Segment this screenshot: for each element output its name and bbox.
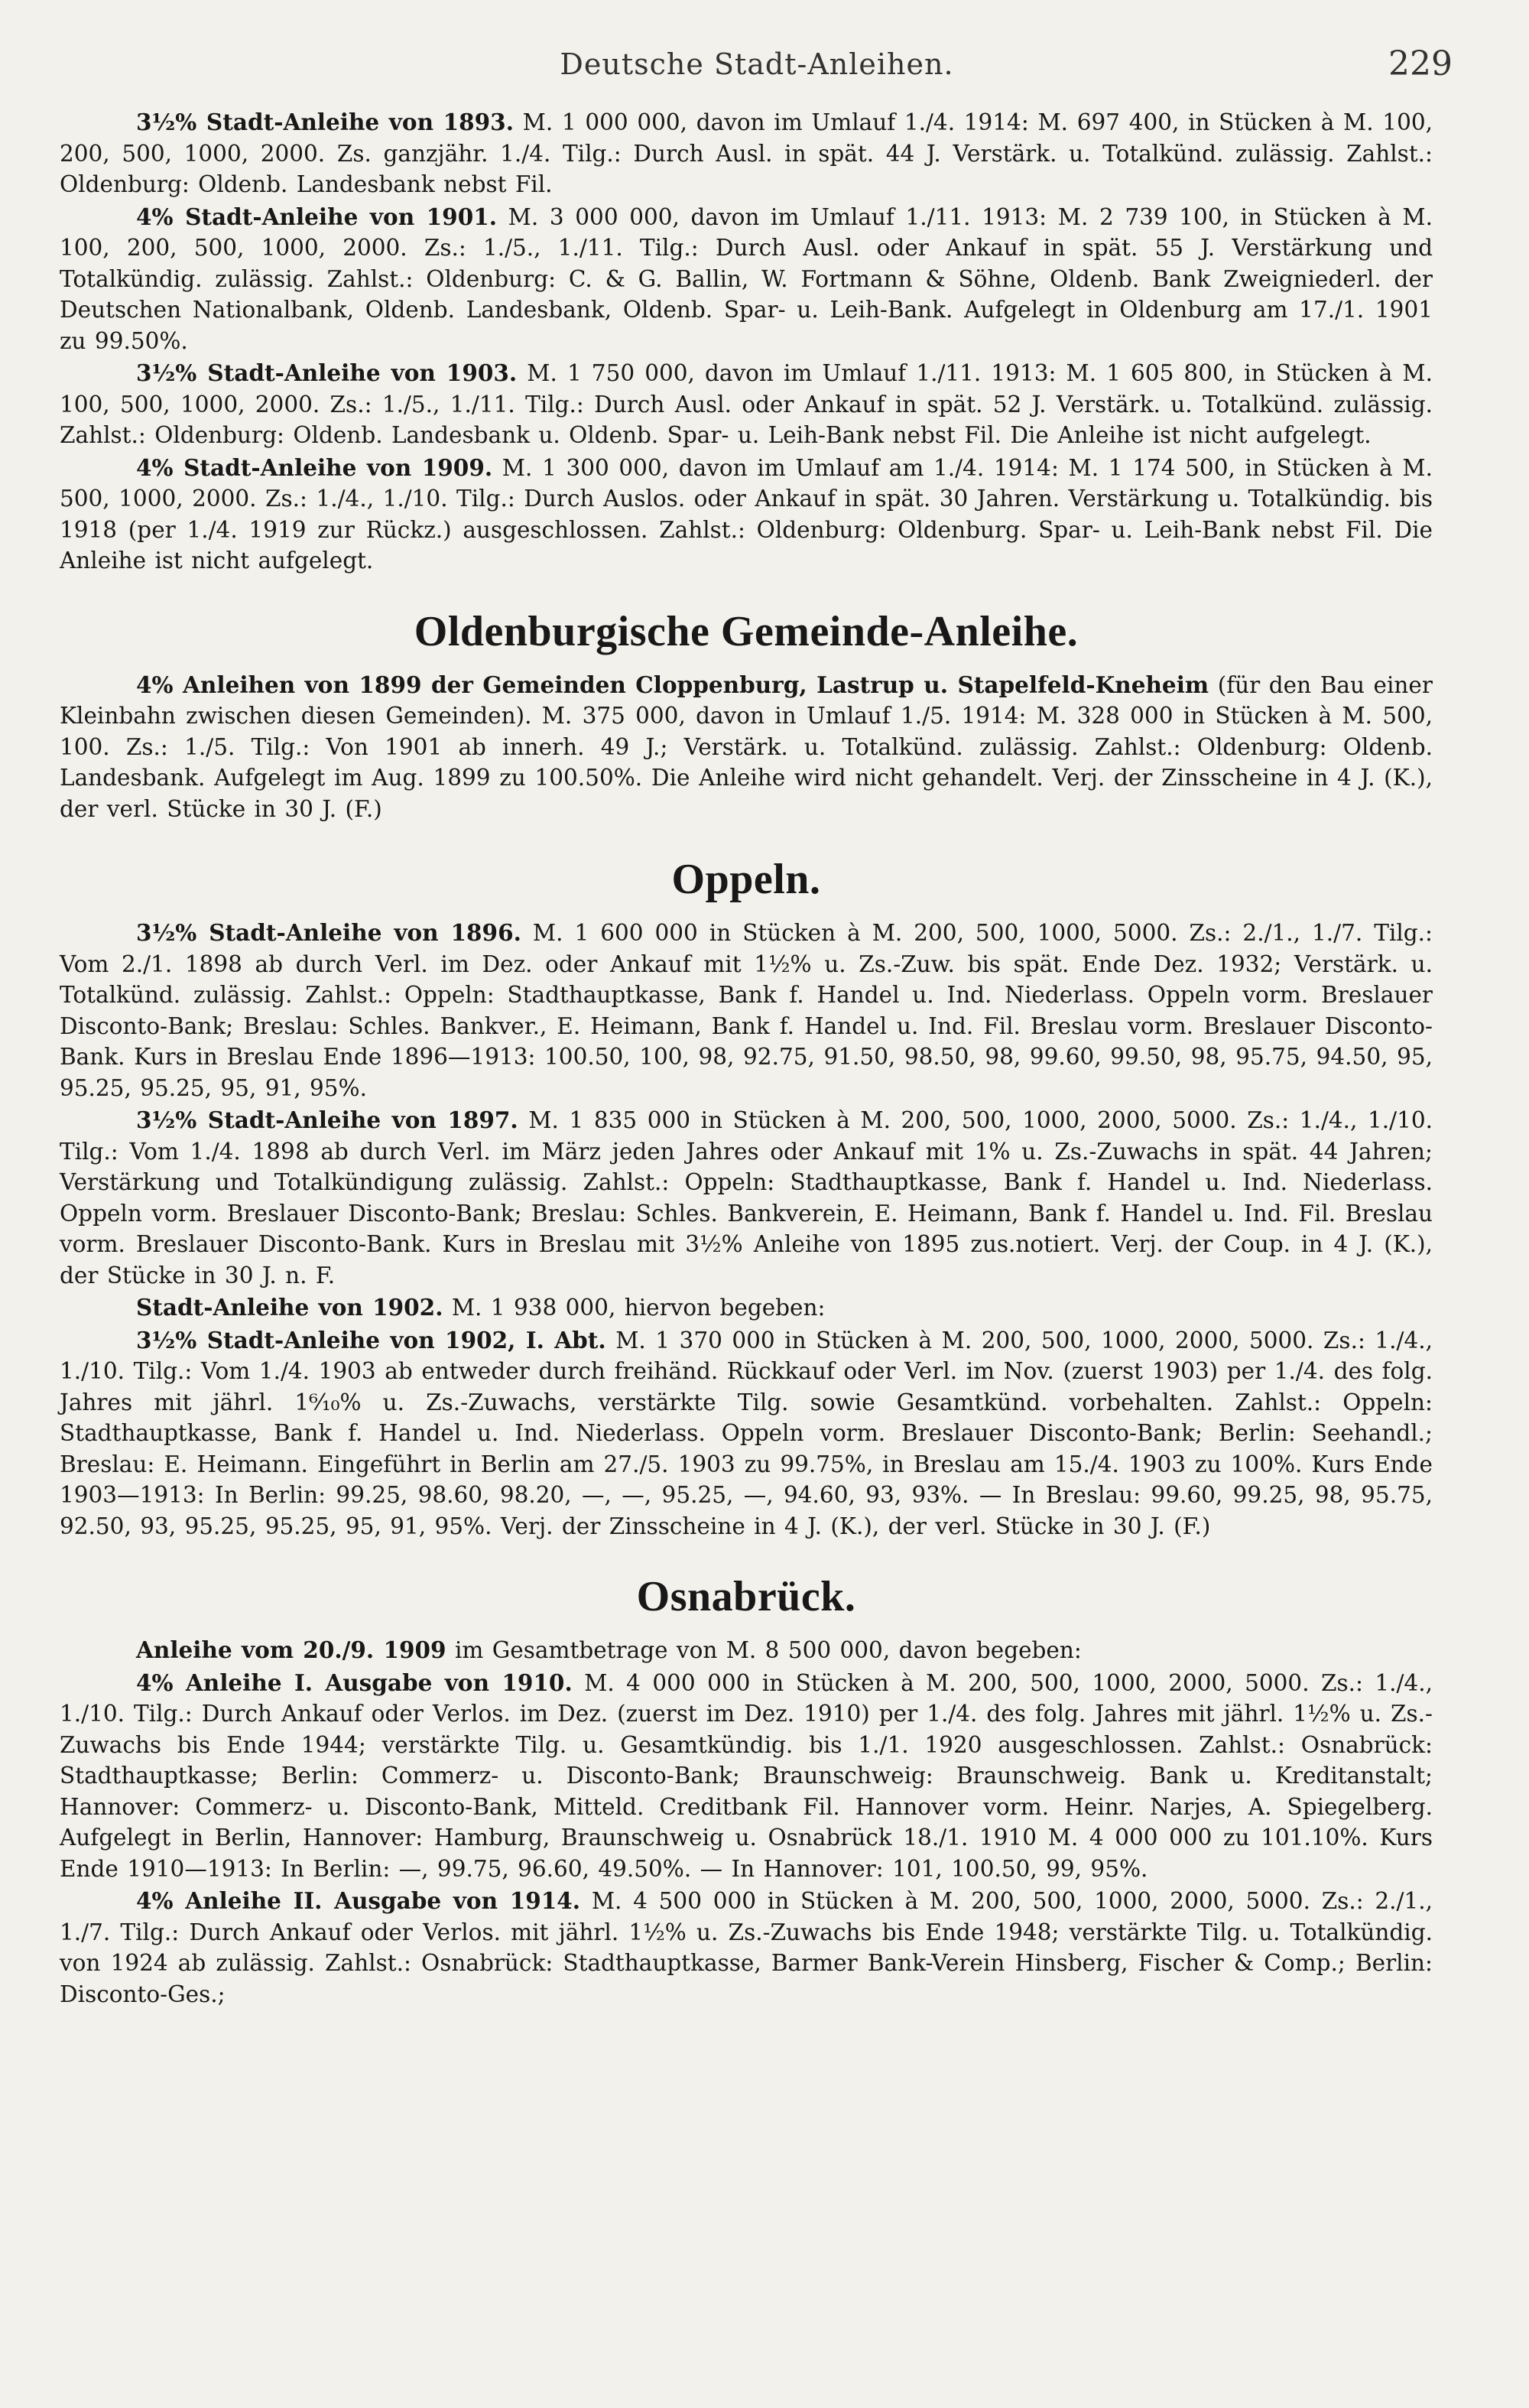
running-title: Deutsche Stadt-Anleihen. (560, 47, 954, 81)
section-title: Osnabrück. (636, 1573, 856, 1620)
entry-text: im Gesamtbetrage von M. 8 500 000, davon begeben: (446, 1637, 1082, 1663)
entry-lead: 3½% Stadt-Anleihe von 1897. (136, 1107, 518, 1133)
entry-paragraph (60, 1668, 1433, 1885)
entry-text: M. 4 500 000 in Stücken à M. 200, 500, 1000, 2000, 5000. Zs.: 2./1., 1./7. Tilg.: Durch Ankauf oder Verlos. mit jährl. 1½% u. Zs.-Zuwachs bis Ende 1948; verstärkte Tilg. u. Totalkündig. von 1924 ab zulässig. Zahlst.: Osnabrück: Stadthauptkasse, Barmer Bank-Verein Hinsberg, Fischer & Comp.; Berlin: Disconto-Ges.; (60, 1888, 1433, 2007)
page-number: 229 (1388, 44, 1453, 83)
entry-lead: 3½% Stadt-Anleihe von 1893. (136, 109, 514, 135)
entry-text: M. 1 750 000, davon im Umlauf 1./11. 1913: M. 1 605 800, in Stücken à M. 100, 500, 1000, 2000. Zs.: 1./5., 1./11. Tilg.: Durch Ausl. oder Ankauf in spät. 52 J. Verstärk. u. Totalkünd. zulässig. Zahlst.: Oldenburg: Oldenb. Landesbank u. Oldenb. Spar- u. Leih-Bank nebst Fil. Die Anleihe ist nicht aufgelegt. (60, 360, 1433, 448)
entry-lead: 4% Anleihe I. Ausgabe von 1910. (136, 1669, 573, 1696)
entry-paragraph (60, 107, 1433, 200)
page-body (60, 107, 1433, 2011)
entry-paragraph (60, 670, 1433, 825)
running-head (61, 44, 1453, 93)
entry-text: M. 1 835 000 in Stücken à M. 200, 500, 1000, 2000, 5000. Zs.: 1./4., 1./10. Tilg.: Vom 1./4. 1898 ab durch Verl. im März jeden Jahres oder Ankauf mit 1% u. Zs.-Zuwachs in spät. 44 Jahren; Verstärkung und Totalkündigung zulässig. Zahlst.: Oppeln: Stadthauptkasse, Bank f. Handel u. Ind. Niederlass. Oppeln vorm. Breslauer Disconto-Bank; Breslau: Schles. Bankverein, E. Heimann, Bank f. Handel u. Ind. Fil. Breslau vorm. Breslauer Disconto-Bank. Kurs in Breslau mit 3½% Anleihe von 1895 zus.notiert. Verj. der Coup. in 4 J. (K.), der Stücke in 30 J. n. F. (60, 1107, 1433, 1288)
entry-paragraph (60, 1886, 1433, 2010)
entry-text: M. 3 000 000, davon im Umlauf 1./11. 1913: M. 2 739 100, in Stücken à M. 100, 200, 500, 1000, 2000. Zs.: 1./5., 1./11. Tilg.: Durch Ausl. oder Ankauf in spät. 55 J. Verstärkung und Totalkündig. zulässig. Zahlst.: Oldenburg: C. & G. Ballin, W. Fortmann & Söhne, Oldenb. Bank Zweigniederl. der Deutschen Nationalbank, Oldenb. Landesbank, Oldenb. Spar- u. Leih-Bank. Aufgelegt in Oldenburg am 17./1. 1901 zu 99.50%. (60, 203, 1433, 354)
entry-text: M. 1 370 000 in Stücken à M. 200, 500, 1000, 2000, 5000. Zs.: 1./4., 1./10. Tilg.: Vom 1./4. 1903 ab entweder durch freihänd. Rückkauf oder Verl. im Nov. (zuerst 1903) per 1./4. des folg. Jahres mit jährl. 1⁶⁄₁₀% u. Zs.-Zuwachs, verstärkte Tilg. sowie Gesamtkünd. vorbehalten. Zahlst.: Oppeln: Stadthauptkasse, Bank f. Handel u. Ind. Niederlass. Oppeln vorm. Breslauer Disconto-Bank; Berlin: Seehandl.; Breslau: E. Heimann. Eingeführt in Berlin am 27./5. 1903 zu 99.75%, in Breslau am 15./4. 1903 zu 100%. Kurs Ende 1903—1913: In Berlin: 99.25, 98.60, 98.20, —, —, 95.25, —, 94.60, 93, 93%. — In Breslau: 99.60, 99.25, 98, 95.75, 92.50, 93, 95.25, 95.25, 95, 91, 95%. Verj. der Zinsscheine in 4 J. (K.), der verl. Stücke in 30 J. (F.) (60, 1327, 1433, 1539)
entry-lead: 3½% Stadt-Anleihe von 1903. (136, 359, 518, 386)
entry-lead: 4% Stadt-Anleihe von 1901. (136, 203, 498, 230)
entry-paragraph (60, 453, 1433, 577)
entry-lead: 4% Anleihen von 1899 der Gemeinden Cloppenburg, Lastrup u. Stapelfeld-Kneheim (136, 671, 1209, 698)
entry-lead: 4% Anleihe II. Ausgabe von 1914. (136, 1887, 581, 1914)
entry-lead: Anleihe vom 20./9. 1909 (136, 1636, 446, 1663)
entry-text: M. 1 938 000, hiervon begeben: (443, 1295, 826, 1321)
entry-text: M. 1 300 000, davon im Umlauf am 1./4. 1914: M. 1 174 500, in Stücken à M. 500, 1000, 2000. Zs.: 1./4., 1./10. Tilg.: Durch Auslos. oder Ankauf in spät. 30 Jahren. Verstärkung u. Totalkündig. bis 1918 (per 1./4. 1919 zur Rückz.) ausgeschlossen. Zahlst.: Oldenburg: Oldenburg. Spar- u. Leih-Bank nebst Fil. Die Anleihe ist nicht aufgelegt. (60, 454, 1433, 574)
entry-text: (für den Bau einer Kleinbahn zwischen diesen Gemeinden). M. 375 000, davon in Umlauf 1./5. 1914: M. 328 000 in Stücken à M. 500, 100. Zs.: 1./5. Tilg.: Von 1901 ab innerh. 49 J.; Verstärk. u. Totalkünd. zulässig. Zahlst.: Oldenburg: Oldenb. Landesbank. Aufgelegt im Aug. 1899 zu 100.50%. Die Anleihe wird nicht gehandelt. Verj. der Zinsscheine in 4 J. (K.), der verl. Stücke in 30 J. (F.) (60, 671, 1433, 822)
entry-paragraph (60, 202, 1433, 357)
entry-paragraph (60, 918, 1433, 1103)
entry-text: M. 1 600 000 in Stücken à M. 200, 500, 1000, 5000. Zs.: 2./1., 1./7. Tilg.: Vom 2./1. 1898 ab durch Verl. im Dez. oder Ankauf mit 1½% u. Zs.-Zuw. bis spät. Ende Dez. 1932; Verstärk. u. Totalkünd. zulässig. Zahlst.: Oppeln: Stadthauptkasse, Bank f. Handel u. Ind. Niederlass. Oppeln vorm. Breslauer Disconto-Bank; Breslau: Schles. Bankver., E. Heimann, Bank f. Handel u. Ind. Fil. Breslau vorm. Breslauer Disconto-Bank. Kurs in Breslau Ende 1896—1913: 100.50, 100, 98, 92.75, 91.50, 98.50, 98, 99.60, 99.50, 98, 95.75, 94.50, 95, 95.25, 95.25, 95, 91, 95%. (60, 920, 1433, 1101)
entry-paragraph (60, 358, 1433, 451)
section-title: Oppeln. (671, 856, 821, 903)
entry-paragraph (60, 1325, 1433, 1542)
section-title: Oldenburgische Gemeinde-Anleihe. (414, 607, 1079, 655)
entry-paragraph (60, 1292, 1433, 1324)
entry-lead: Stadt-Anleihe von 1902. (136, 1294, 443, 1321)
entry-lead: 3½% Stadt-Anleihe von 1902, I. Abt. (136, 1326, 606, 1353)
entry-text: M. 1 000 000, davon im Umlauf 1./4. 1914: M. 697 400, in Stücken à M. 100, 200, 500, 1000, 2000. Zs. ganzjähr. 1./4. Tilg.: Durch Ausl. in spät. 44 J. Verstärk. u. Totalkünd. zulässig. Zahlst.: Oldenburg: Oldenb. Landesbank nebst Fil. (60, 109, 1433, 197)
entry-text: M. 4 000 000 in Stücken à M. 200, 500, 1000, 2000, 5000. Zs.: 1./4., 1./10. Tilg.: Durch Ankauf oder Verlos. im Dez. (zuerst im Dez. 1910) per 1./4. des folg. Jahres mit jährl. 1½% u. Zs.-Zuwachs bis Ende 1944; verstärkte Tilg. u. Gesamtkündig. bis 1./1. 1920 ausgeschlossen. Zahlst.: Osnabrück: Stadthauptkasse; Berlin: Commerz- u. Disconto-Bank; Braunschweig: Braunschweig. Bank u. Kreditanstalt; Hannover: Commerz- u. Disconto-Bank, Mitteld. Creditbank Fil. Hannover vorm. Heinr. Narjes, A. Spiegelberg. Aufgelegt in Berlin, Hannover: Hamburg, Braunschweig u. Osnabrück 18./1. 1910 M. 4 000 000 zu 101.10%. Kurs Ende 1910—1913: In Berlin: —, 99.75, 96.60, 49.50%. — In Hannover: 101, 100.50, 99, 95%. (60, 1669, 1433, 1882)
entry-lead: 4% Stadt-Anleihe von 1909. (136, 453, 493, 481)
entry-paragraph (60, 1635, 1433, 1666)
entry-paragraph (60, 1105, 1433, 1291)
entry-lead: 3½% Stadt-Anleihe von 1896. (136, 919, 521, 946)
